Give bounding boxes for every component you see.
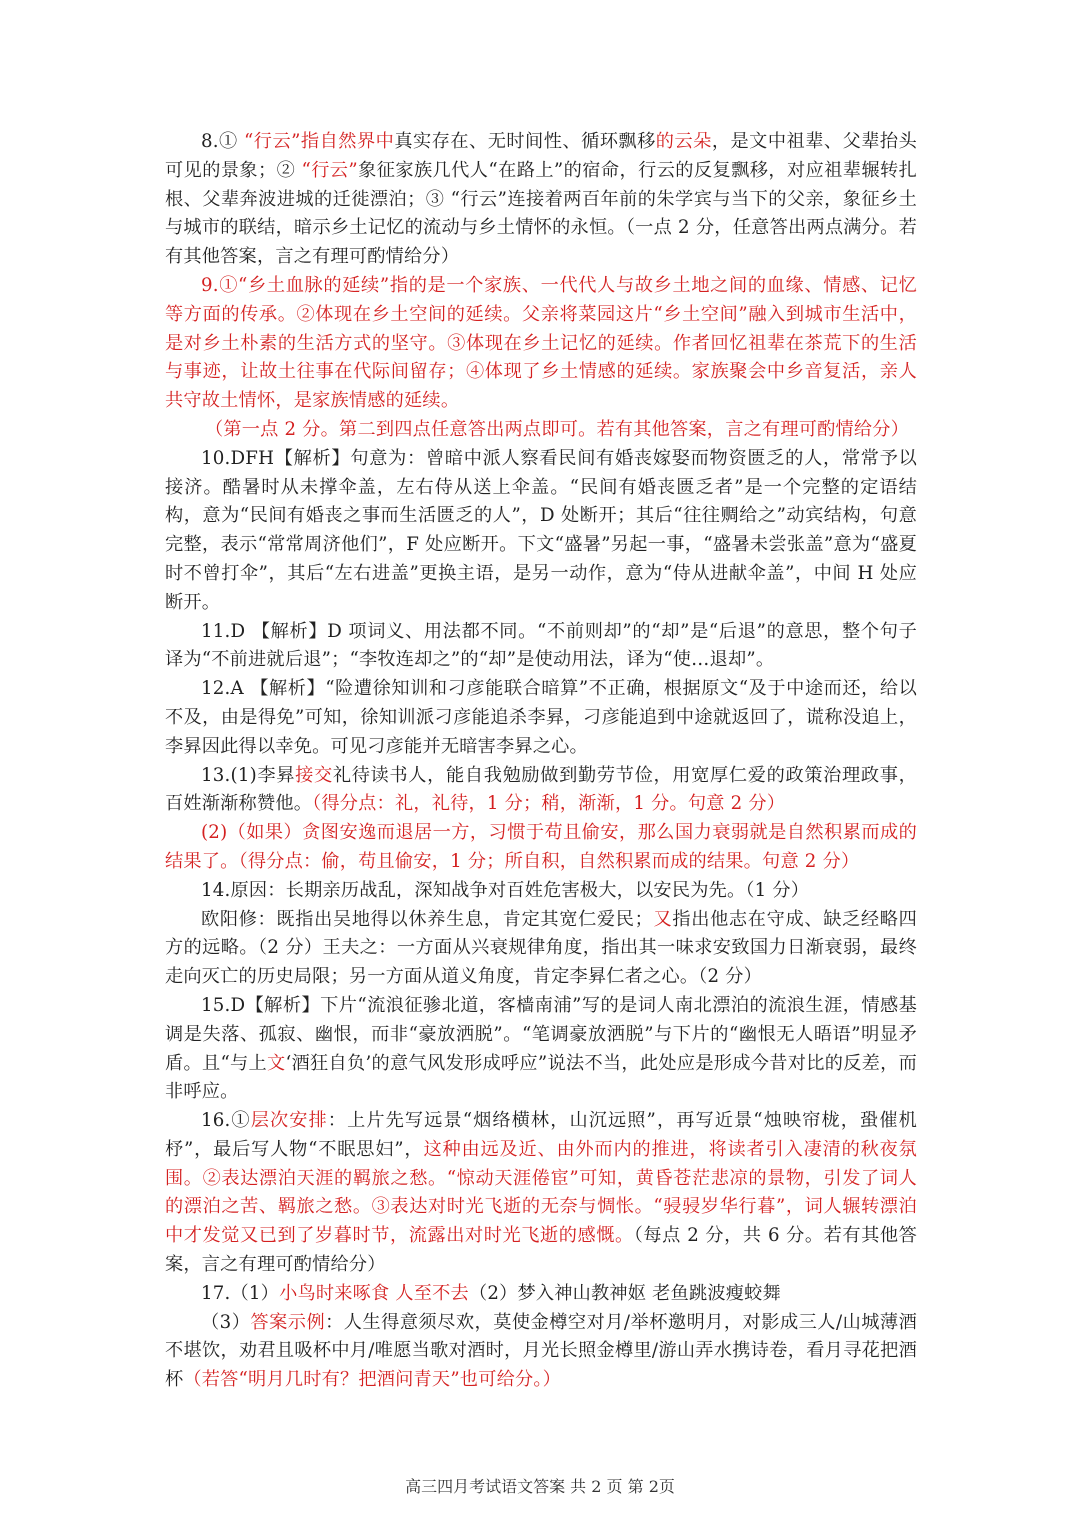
answer-8-highlight-2: 的云朵 xyxy=(655,131,712,152)
answer-17-3-number: （3） xyxy=(201,1311,251,1333)
answer-14-2 xyxy=(165,906,917,992)
answer-15 xyxy=(165,992,917,1107)
answer-17-1 xyxy=(165,1280,917,1309)
answer-13-1-text-b: 礼待读书人，能自我勉励做到勤劳节俭，用宽厚仁爱的政策治理政事，百姓渐渐称赞他。 xyxy=(165,764,918,815)
answer-17-part-2: （2）梦入神山教神妪 老鱼跳波瘦蛟舞 xyxy=(468,1282,781,1304)
answer-14-1: 14.原因：长期亲历战乱，深知战争对百姓危害极大，以安民为先。（1 分） xyxy=(201,879,810,901)
answer-8-text-1: 真实存在、无时间性、循环飘移 xyxy=(394,131,656,152)
answer-content xyxy=(165,128,917,1395)
answer-16-highlight-1: 层次安排 xyxy=(250,1110,328,1132)
answer-13-1-score: （得分点：礼，礼待，1 分；稍，渐渐，1 分。句意 2 分） xyxy=(312,793,786,815)
answer-8 xyxy=(165,128,917,272)
answer-17-number: 17.（1） xyxy=(201,1282,280,1304)
answer-8-highlight-3: “行云” xyxy=(301,159,358,181)
answer-12: 12.A 【解析】“险遭徐知训和刁彦能联合暗算”不正确，根据原文“及于中途而还，给以不及，由是得免”可知，徐知训派刁彦能追杀李昪，刁彦能追到中途就返回了，谎称没追上，李昪因此得以幸免。可见刁彦能并无暗害李昪之心。 xyxy=(165,678,917,757)
page-footer: 高三四月考试语文答案 共 2 页 第 2页 xyxy=(405,1477,675,1496)
answer-16 xyxy=(165,1107,917,1280)
answer-16-score: （每点 2 分，共 6 分。若有其他答案，言之有理可酌情给分） xyxy=(165,1225,917,1276)
answer-16-text-1: ：上片先写远景“烟络横林，山沉远照”，再写近景“烛映帘栊，蛩催机杼”，最后写人物“不眠思妇”， xyxy=(165,1110,917,1160)
answer-13-1-text-a: 13.(1)李昪 xyxy=(201,764,296,786)
answer-16-highlight-2: 这种由远及近、由外而内的推进，将读者引入凄清的秋夜氛围。②表达漂泊天涯的羁旅之愁。“惊动天涯倦宦”可知，黄昏苍茫悲凉的景物，引发了词人的漂泊之苦、羁旅之愁。③表达对时光飞逝的无奈与惆怅。“骎骎岁华行暮”，词人辗转漂泊中才发觉又已到了岁暮时节，流露出对时光飞逝的感慨。 xyxy=(165,1138,917,1247)
answer-8-number: 8.① xyxy=(201,131,244,152)
answer-14-2-highlight: 又 xyxy=(653,908,673,930)
answer-17-3 xyxy=(165,1309,917,1395)
answer-16-number: 16.① xyxy=(201,1110,251,1132)
answer-17-3-label: 答案示例 xyxy=(250,1311,326,1333)
answer-14-2-text-a: 欧阳修：既指出吴地得以休养生息，肯定其宽仁爱民； xyxy=(201,908,654,930)
answer-17-3-text: ：人生得意须尽欢，莫使金樽空对月/举杯邀明月，对影成三人/山城薄酒不堪饮，劝君且吸杯中月/唯愿当歌对酒时，月光长照金樽里/游山弄水携诗卷，看月寻花把酒杯 xyxy=(165,1311,917,1391)
answer-15-text-a: 15.D【解析】下片“流浪征骖北道，客樯南浦”写的是词人南北漂泊的流浪生涯，情感基调是失落、孤寂、幽恨，而非“豪放洒脱”。“笔调豪放洒脱”与下片的“幽恨无人晤语”明显矛盾。且“与上 xyxy=(165,994,917,1074)
answer-14-2-text-b: 指出他志在守成、缺乏经略四方的远略。（2 分）王夫之：一方面从兴衰规律角度，指出其一味求安致国力日渐衰弱，最终走向灭亡的历史局限；另一方面从道义角度，肯定李昪仁者之心。（2 分） xyxy=(165,908,917,988)
answer-8-highlight-1: “行云”指自然界中 xyxy=(244,131,395,152)
answer-9-score: （第一点 2 分。第二到四点任意答出两点即可。若有其他答案，言之有理可酌情给分） xyxy=(205,418,910,440)
answer-13-1-highlight: 接交 xyxy=(295,764,333,786)
answer-8-text-2: ，是文中祖辈、父辈抬头可见的景象；② xyxy=(165,131,917,181)
answer-15-text-b: ‘酒狂自负’的意气风发形成呼应”说法不当，此处应是形成今昔对比的反差，而非呼应。 xyxy=(165,1052,918,1103)
answer-15-highlight: 文 xyxy=(267,1052,286,1074)
answer-17-highlight: 小鸟时来啄食 人至不去 xyxy=(279,1282,469,1304)
answer-13-2: (2)（如果）贪图安逸而退居一方，习惯于苟且偷安，那么国力衰弱就是自然积累而成的结果了。（得分点：偷，苟且偷安，1 分；所自积，自然积累而成的结果。句意 2 分） xyxy=(165,822,917,872)
answer-13-1 xyxy=(165,762,917,820)
answer-9: 9.①“乡土血脉的延续”指的是一个家族、一代代人与故乡土地之间的血缘、情感、记忆等方面的传承。②体现在乡土空间的延续。父亲将菜园这片“乡土空间”融入到城市生活中，是对乡土朴素的生活方式的坚守。③体现在乡土记忆的延续。作者回忆祖辈在茶荒下的生活与事迹，让故土往事在代际间留存；④体现了乡土情感的延续。家族聚会中乡音复活，亲人共守故土情怀，是家族情感的延续。 xyxy=(165,274,917,412)
answer-11: 11.D 【解析】D 项词义、用法都不同。“不前则却”的“却”是“后退”的意思，整个句子译为“不前进就后退”；“李牧连却之”的“却”是使动用法，译为“使…退却”。 xyxy=(165,620,917,671)
answer-8-text-3: 象征家族几代人“在路上”的宿命，行云的反复飘移，对应祖辈辗转扎根、父辈奔波进城的迁徙漂泊；③ “行云”连接着两百年前的朱学宾与当下的父亲，象征乡土与城市的联结，暗示乡土记忆的流动与乡土情怀的永恒。（一点 2 分，任意答出两点满分。若有其他答案，言之有理可酌情给分） xyxy=(165,159,917,268)
answer-10: 10.DFH【解析】句意为：曾暗中派人察看民间有婚丧嫁娶而物资匮乏的人，常常予以接济。酷暑时从未撑伞盖，左右侍从送上伞盖。“民间有婚丧匮乏者”是一个完整的定语结构，意为“民间有婚丧之事而生活匮乏的人”，D 处断开；其后“往往赒给之”动宾结构，句意完整，表示“常常周济他们”，F 处应断开。下文“盛暑”另起一事，“盛暑未尝张盖”意为“盛夏时不曾打伞”，其后“左右进盖”更换主语，是另一动作，意为“侍从进献伞盖”，中间 H 处应断开。 xyxy=(165,447,917,613)
answer-17-3-note: （若答“明月几时有？把酒问青天”也可给分。） xyxy=(183,1369,562,1391)
